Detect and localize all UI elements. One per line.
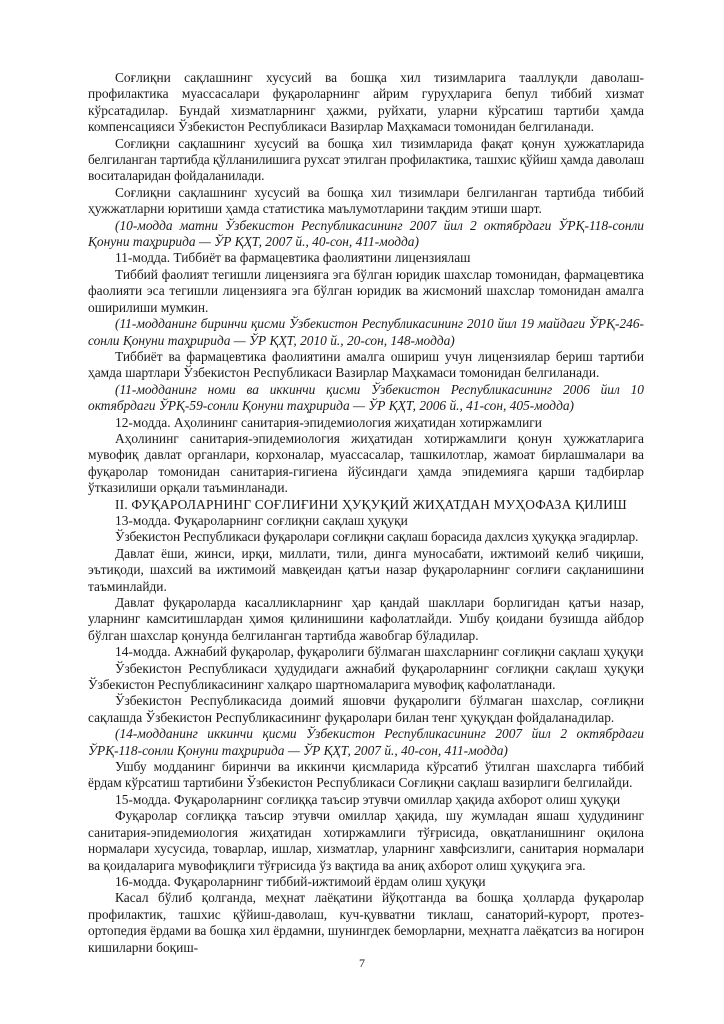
amendment-note: (11-модданинг биринчи қисми Ўзбекистон Республикасининг 2010 йил 19 майдаги ЎРҚ-246-сонли Қонуни таҳририда — ЎР ҚҲТ, 2010 й., 20-сон, 148-модда) <box>88 316 644 348</box>
paragraph-13: Фуқаролар соғлиққа таъсир этувчи омиллар ҳақида, шу жумладан яшаш ҳудудининг санитария-эпидемиология жиҳатидан хотиржамлиги тўғрисида, овқатланишнинг оқилона нормалари хусусида, товарлар, ишлар, хизматлар, уларнинг хавфсизлиги, санитария нормалари ва қоидаларига мувофиқлиги тўғрисида ўз вақтида ва аниқ ахборот олиш ҳуқуқига эга. <box>88 808 644 873</box>
article-heading-14: 14-модда. Ажнабий фуқаролар, фуқаролиги бўлмаган шахсларнинг соғлиқни сақлаш ҳуқуқи <box>115 644 644 660</box>
paragraph-1: Соғлиқни сақлашнинг хусусий ва бошқа хил тизимларига тааллуқли даволаш-профилактика муассасалари фуқароларнинг айрим гуруҳларига бепул тиббий хизмат кўрсатадилар. Бундай хизматларнинг ҳажми, руйхати, уларни кўрсатиш тартиби ҳамда компенсацияси Ўзбекистон Республикаси Вазирлар Маҳкамаси томонидан белгиланади. <box>88 70 644 135</box>
article-heading-11: 11-модда. Тиббиёт ва фармацевтика фаолиятини лицензиялаш <box>115 250 471 266</box>
chapter-heading: II. ФУҚАРОЛАРНИНГ СОҒЛИҒИНИ ҲУҚУҚИЙ ЖИҲАТДАН МУҲОФАЗА ҚИЛИШ <box>115 496 627 512</box>
page-number: 7 <box>359 956 365 970</box>
document-page <box>88 70 644 956</box>
article-heading-15: 15-модда. Фуқароларнинг соғлиққа таъсир этувчи омиллар ҳақида ахборот олиш ҳуқуқи <box>115 791 621 807</box>
paragraph-3: Соғлиқни сақлашнинг хусусий ва бошқа хил тизимлари белгиланган тартибда тиббий ҳужжатларни юритиши ҳамда статистика маълумотларини тақдим этиши шарт. <box>88 184 644 217</box>
paragraph-14: Касал бўлиб қолганда, меҳнат лаёқатини йўқотганда ва бошқа ҳолларда фуқаролар профилактик, ташхис қўйиш-даволаш, куч-қувватни тиклаш, санаторий-курорт, протез-ортопедия ёрдами ва бошқа хил ёрдамни, шунингдек беморларни, меҳнатга лаёқатсиз ва ногирон кишиларни боқиш- <box>88 890 644 955</box>
article-heading-13: 13-модда. Фуқароларнинг соғлиқни сақлаш ҳуқуқи <box>115 512 408 528</box>
paragraph-7: Ўзбекистон Республикаси фуқаролари соғлиқни сақлаш борасида дахлсиз ҳуқуққа эгадирлар. <box>115 529 639 545</box>
paragraph-4: Тиббий фаолият тегишли лицензияга эга бўлган юридик шахслар томонидан, фармацевтика фаолияти эса тегишли лицензияга эга бўлган юридик ва жисмоний шахслар томонидан амалга оширилиши мумкин. <box>88 266 644 315</box>
paragraph-5: Тиббиёт ва фармацевтика фаолиятини амалга ошириш учун лицензиялар бериш тартиби ҳамда шартлари Ўзбекистон Республикаси Вазирлар Маҳкамаси томонидан белгиланади. <box>88 348 644 381</box>
paragraph-2: Соғлиқни сақлашнинг хусусий ва бошқа хил тизимларида фақат қонун ҳужжатларида белгиланган тартибда қўлланилишига рухсат этилган профилактика, ташхис қўйиш ҳамда даволаш воситаларидан фойдаланилади. <box>88 135 644 184</box>
article-heading-12: 12-модда. Аҳолининг санитария-эпидемиология жиҳатидан хотиржамлиги <box>115 414 542 430</box>
paragraph-9: Давлат фуқароларда касалликларнинг ҳар қандай шакллари борлигидан қатъи назар, уларнинг камситишлардан ҳимоя қилинишини кафолатлайди. Ушбу қоидани бузишда айбдор бўлган шахслар қонунда белгиланган тартибда жавобгар бўладилар. <box>88 595 644 643</box>
article-heading-16: 16-модда. Фуқароларнинг тиббий-ижтимоий ёрдам олиш ҳуқуқи <box>115 873 486 889</box>
paragraph-12: Ушбу модданинг биринчи ва иккинчи қисмларида кўрсатиб ўтилган шахсларга тиббий ёрдам кўрсатиш тартибини Ўзбекистон Республикаси Соғлиқни сақлаш вазирлиги белгилайди. <box>88 759 644 791</box>
amendment-note: (14-модданинг иккинчи қисми Ўзбекистон Республикасининг 2007 йил 2 октябрдаги ЎРҚ-118-сонли Қонуни таҳририда — ЎР ҚҲТ, 2007 й., 40-сон, 411-модда) <box>88 726 644 758</box>
amendment-note: (10-модда матни Ўзбекистон Республикасининг 2007 йил 2 октябрдаги ЎРҚ-118-сонли Қонуни таҳририда — ЎР ҚҲТ, 2007 й., 40-сон, 411-модда) <box>88 217 644 250</box>
paragraph-8: Давлат ёши, жинси, ирқи, миллати, тили, динга муносабати, ижтимоий келиб чиқиши, эътиқоди, шахсий ва ижтимоий мавқеидан қатъи назар фуқароларнинг соғлиғи сақланишини таъминлайди. <box>88 545 644 594</box>
amendment-note: (11-модданинг номи ва иккинчи қисми Ўзбекистон Республикасининг 2006 йил 10 октябрдаги ЎРҚ-59-сонли Қонуни таҳририда — ЎР ҚҲТ, 2006 й., 41-сон, 405-модда) <box>88 381 644 414</box>
paragraph-10: Ўзбекистон Республикаси ҳудудидаги ажнабий фуқароларнинг соғлиқни сақлаш ҳуқуқи Ўзбекистон Республикасининг халқаро шартномаларига мувофиқ кафолатланади. <box>88 660 644 693</box>
paragraph-11: Ўзбекистон Республикасида доимий яшовчи фуқаролиги бўлмаган шахслар, соғлиқни сақлашда Ўзбекистон Республикасининг фуқаролари билан тенг ҳуқуқдан фойдаланадилар. <box>88 693 644 725</box>
paragraph-6: Аҳолининг санитария-эпидемиология жиҳатидан хотиржамлиги қонун ҳужжатларига мувофиқ давлат органлари, корхоналар, муассасалар, ташкилотлар, жамоат бирлашмалари ва фуқаролар томонидан санитария-гигиена йўсиндаги ҳамда эпидемияга қарши тадбирлар ўтказилиши орқали таъминланади. <box>88 430 644 496</box>
